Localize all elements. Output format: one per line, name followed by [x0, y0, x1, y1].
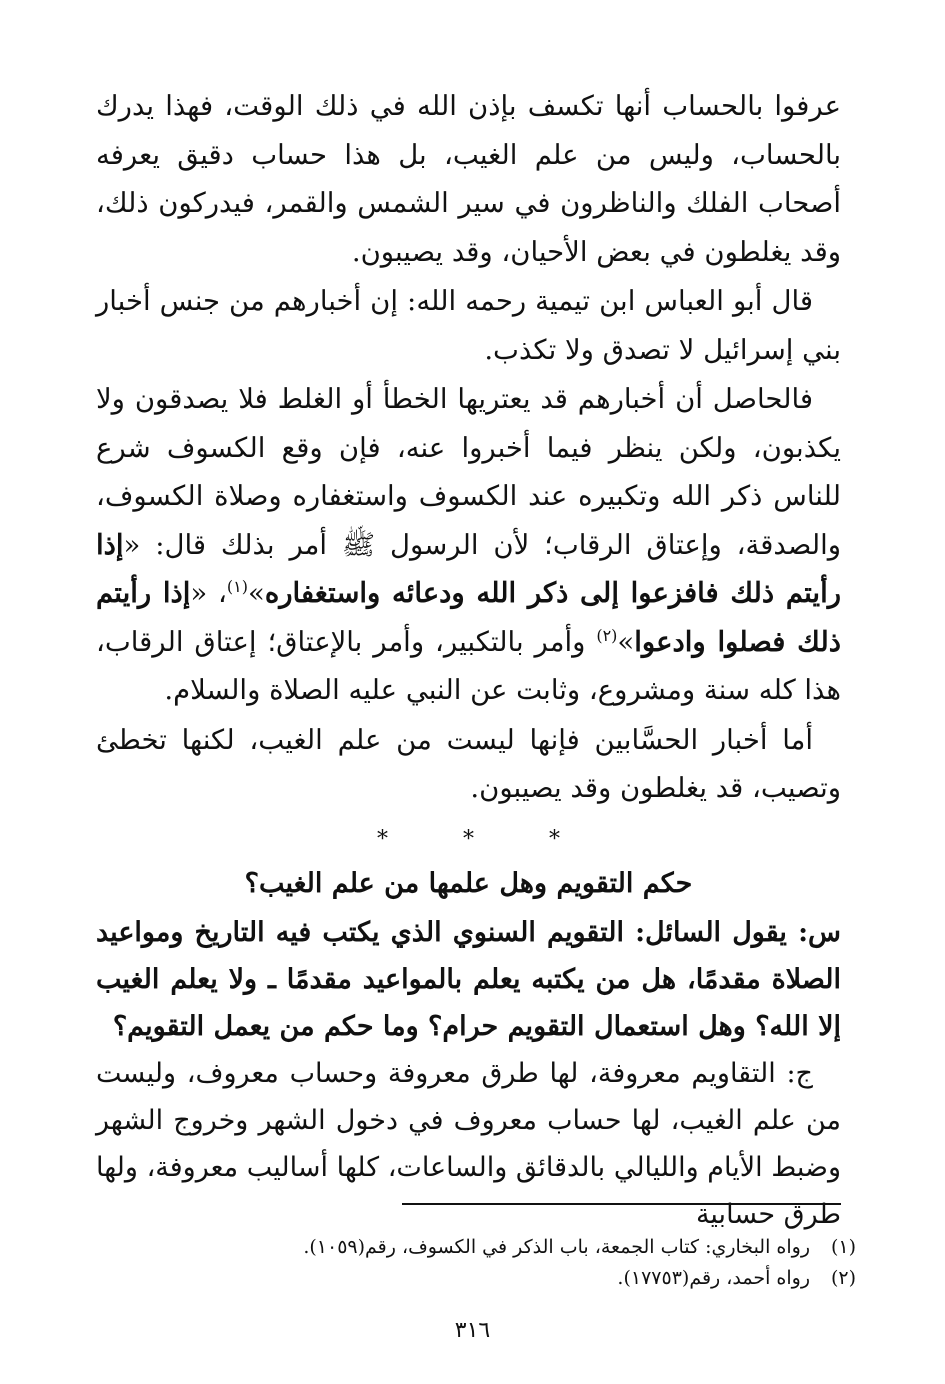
footnote-number: (٢)	[830, 1267, 856, 1289]
section-heading: حكم التقويم وهل علمها من علم الغيب؟	[244, 867, 693, 899]
footnote-ref-1: (١)	[226, 576, 248, 596]
paragraph-4: أما أخبار الحسَّابين فإنها ليست من علم الغيب، لكنها تخطئ وتصيب، قد يغلطون وقد يصيبون.	[96, 723, 841, 804]
footnote-ref-2: (٢)	[596, 625, 618, 645]
footnote-text: رواه البخاري: كتاب الجمعة، باب الذكر في الكسوف، رقم(١٠٥٩).	[303, 1236, 810, 1258]
footnotes	[96, 1232, 856, 1294]
quote-1-close: »	[247, 577, 265, 609]
quote-separator: ، «	[190, 577, 227, 609]
footnote-2	[96, 1263, 856, 1294]
page-number: ٣١٦	[454, 1318, 491, 1343]
page-body	[96, 82, 841, 1238]
answer-text: ج: التقاويم معروفة، لها طرق معروفة وحساب معروف، وليست من علم الغيب، لها حساب معروف في دخول الشهر وخروج الشهر وضبط الأيام والليالي بالدقائق والساعات، كلها أساليب معروفة، ولها طرق حسابية	[96, 1057, 841, 1230]
paragraph-3	[96, 375, 841, 715]
hadith-quote-1: إذا رأيتم ذلك فافزعوا إلى ذكر الله ودعائه واستغفاره	[96, 528, 841, 609]
star-icon: *	[463, 826, 474, 852]
star-icon: *	[549, 826, 560, 852]
paragraph-3-text-1: فالحاصل أن أخبارهم قد يعتريها الخطأ أو الغلط فلا يصدقون ولا يكذبون، ولكن ينظر فيما أخبروا عنه، فإن وقع الكسوف شرع للناس ذكر الله وتكبيره عند الكسوف واستغفاره وصلاة الكسوف، والصدقة، وإعتاق الرقاب؛ لأن الرسول ﷺ أمر بذلك قال: «	[96, 383, 841, 561]
paragraph-1: عرفوا بالحساب أنها تكسف بإذن الله في ذلك الوقت، فهذا يدرك بالحساب، وليس من علم الغيب، بل هذا حساب دقيق يعرفه أصحاب الفلك والناظرون في سير الشمس والقمر، فيدركون ذلك، وقد يغلطون في بعض الأحيان، وقد يصيبون.	[96, 90, 841, 268]
footnote-divider	[402, 1203, 841, 1205]
footnote-number: (١)	[830, 1236, 856, 1258]
paragraph-2: قال أبو العباس ابن تيمية رحمه الله: إن أخبارهم من جنس أخبار بني إسرائيل لا تصدق ولا تكذب.	[96, 285, 841, 366]
footnote-1	[96, 1232, 856, 1263]
star-icon: *	[377, 826, 388, 852]
paragraph-3-text-2: وأمر بالتكبير، وأمر بالإعتاق؛ إعتاق الرقاب، هذا كله سنة ومشروع، وثابت عن النبي عليه الصلاة والسلام.	[96, 625, 841, 706]
hadith-quote-2: إذا رأيتم ذلك فصلوا وادعوا	[96, 577, 841, 658]
footnote-text: رواه أحمد، رقم(١٧٧٥٣).	[617, 1267, 810, 1289]
section-separator	[96, 827, 841, 857]
quote-2-close: »	[617, 625, 635, 658]
question-text: س: يقول السائل: التقويم السنوي الذي يكتب فيه التاريخ ومواعيد الصلاة مقدمًا، هل من يكتبه يعلم بالمواعيد مقدمًا ـ ولا يعلم الغيب إلا الله؟ وهل استعمال التقويم حرام؟ وما حكم من يعمل التقويم؟	[96, 916, 841, 1042]
